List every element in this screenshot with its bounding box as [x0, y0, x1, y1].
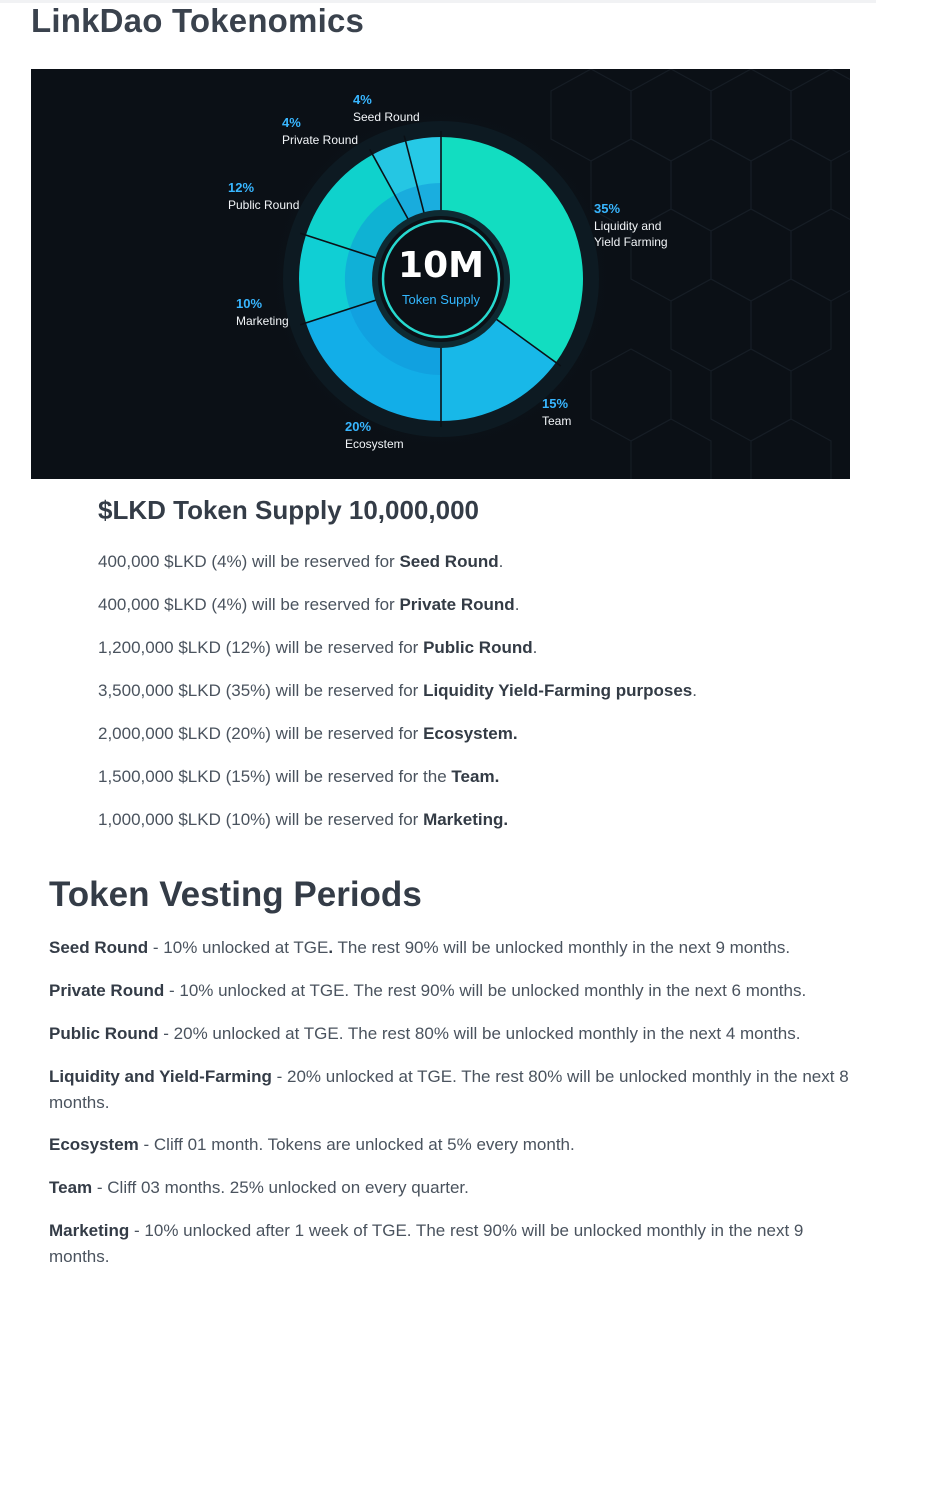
- label-name: Seed Round: [353, 110, 420, 124]
- label-pct: 15%: [542, 396, 569, 411]
- vesting-title: Token Vesting Periods: [49, 875, 422, 914]
- tokenomics-infographic: [31, 69, 850, 479]
- list-item: 1,000,000 $LKD (10%) will be reserved for Marketing.: [98, 810, 509, 829]
- vesting-public-round: Public Round - 20% unlocked at TGE. The rest 80% will be unlocked monthly in the next 4 months.: [49, 1024, 801, 1043]
- label-marketing: [236, 297, 289, 329]
- vesting-liquidity: Liquidity and Yield-Farming - 20% unlocked at TGE. The rest 80% will be unlocked monthly in the next 8 months.: [49, 1067, 849, 1112]
- vesting-private-round: Private Round - 10% unlocked at TGE. The rest 90% will be unlocked monthly in the next 6 months.: [49, 981, 807, 1000]
- label-name: Liquidity and: [594, 219, 662, 233]
- label-pct: 10%: [236, 296, 263, 311]
- label-seed-round: [353, 93, 420, 125]
- label-pct: 4%: [282, 115, 301, 130]
- list-item: 1,500,000 $LKD (15%) will be reserved for the Team.: [98, 767, 500, 786]
- label-private-round: [282, 116, 358, 148]
- page-title: LinkDao Tokenomics: [31, 2, 365, 39]
- token-supply-value: 10M: [398, 245, 484, 286]
- label-name: Public Round: [228, 198, 300, 212]
- label-name: Ecosystem: [345, 437, 404, 451]
- label-pct: 35%: [594, 201, 621, 216]
- list-item: 400,000 $LKD (4%) will be reserved for Private Round.: [98, 595, 520, 614]
- label-pct: 20%: [345, 419, 372, 434]
- supply-title: $LKD Token Supply 10,000,000: [98, 495, 479, 525]
- vesting-ecosystem: Ecosystem - Cliff 01 month. Tokens are unlocked at 5% every month.: [49, 1135, 575, 1154]
- label-name: Private Round: [282, 133, 359, 147]
- list-item: 400,000 $LKD (4%) will be reserved for Seed Round.: [98, 552, 504, 571]
- label-liquidity: [594, 202, 668, 250]
- list-item: 3,500,000 $LKD (35%) will be reserved for Liquidity Yield-Farming purposes.: [98, 681, 697, 700]
- vesting-seed-round: Seed Round - 10% unlocked at TGE. The rest 90% will be unlocked monthly in the next 9 months.: [49, 938, 791, 957]
- vesting-marketing: Marketing - 10% unlocked after 1 week of TGE. The rest 90% will be unlocked monthly in the next 9 months.: [49, 1221, 804, 1266]
- list-item: 1,200,000 $LKD (12%) will be reserved for Public Round.: [98, 638, 538, 657]
- label-name: Team: [542, 414, 572, 428]
- label-pct: 4%: [353, 92, 372, 107]
- list-item: 2,000,000 $LKD (20%) will be reserved for Ecosystem.: [98, 724, 518, 743]
- label-name: Marketing: [236, 314, 289, 328]
- supply-list: [98, 551, 697, 852]
- vesting-team: Team - Cliff 03 months. 25% unlocked on every quarter.: [49, 1178, 469, 1197]
- label-public-round: [228, 181, 299, 213]
- label-team: [542, 397, 571, 429]
- token-supply-label: Token Supply: [401, 292, 481, 307]
- label-pct: 12%: [228, 180, 255, 195]
- label-name: Yield Farming: [594, 235, 668, 249]
- label-ecosystem: [345, 420, 404, 452]
